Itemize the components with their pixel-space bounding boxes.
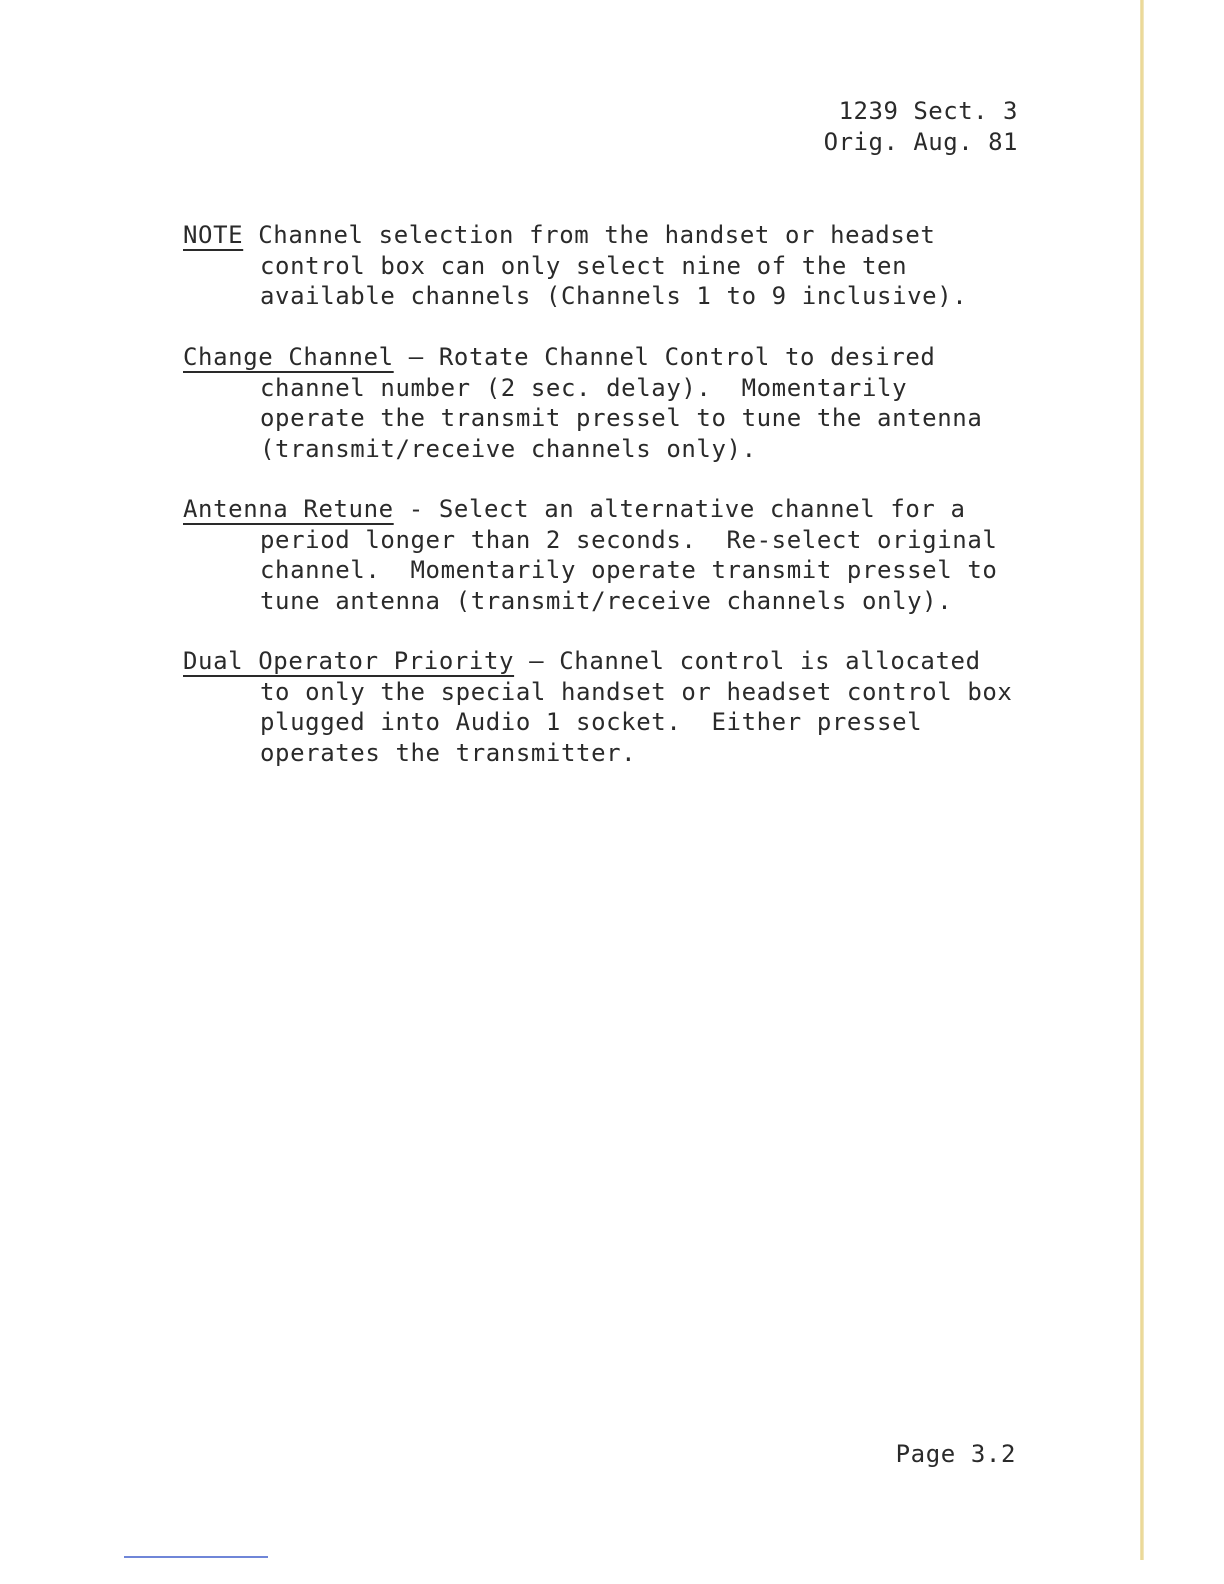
section-line: period longer than 2 seconds. Re-select original bbox=[260, 525, 998, 554]
page-number: Page 3.2 bbox=[895, 1440, 1016, 1468]
antenna-retune-section bbox=[183, 494, 1033, 616]
header-document-number: 1239 Sect. 3 bbox=[838, 97, 1018, 125]
section-line: operates the transmitter. bbox=[260, 738, 637, 767]
dual-operator-priority-section bbox=[183, 646, 1033, 768]
page-edge-shadow bbox=[1140, 0, 1144, 1560]
section-term: Antenna Retune bbox=[183, 495, 394, 523]
section-line: (transmit/receive channels only). bbox=[260, 434, 757, 463]
section-line: channel. Momentarily operate transmit pressel to bbox=[260, 556, 998, 584]
scan-artifact-line bbox=[124, 1556, 268, 1558]
document-header bbox=[824, 96, 1018, 158]
change-channel-section bbox=[183, 342, 1033, 464]
section-line: plugged into Audio 1 socket. Either pressel bbox=[260, 708, 923, 736]
header-origin-date: Orig. Aug. 81 bbox=[823, 128, 1018, 156]
section-line: to only the special handset or headset control box bbox=[260, 677, 1013, 706]
section-line: available channels (Channels 1 to 9 inclusive). bbox=[260, 282, 968, 310]
section-text: Channel selection from the handset or headset bbox=[243, 221, 936, 249]
section-term: Change Channel bbox=[183, 343, 394, 371]
section-line: operate the transmit pressel to tune the antenna bbox=[260, 404, 983, 432]
section-line: channel number (2 sec. delay). Momentarily bbox=[260, 373, 908, 402]
section-text: – Rotate Channel Control to desired bbox=[393, 343, 936, 371]
note-section bbox=[183, 220, 1033, 312]
section-line: tune antenna (transmit/receive channels only). bbox=[260, 586, 953, 615]
section-term: NOTE bbox=[183, 221, 244, 249]
section-term: Dual Operator Priority bbox=[183, 647, 515, 675]
section-line: control box can only select nine of the ten bbox=[260, 251, 908, 280]
section-text: - Select an alternative channel for a bbox=[393, 495, 966, 523]
section-text: – Channel control is allocated bbox=[514, 647, 981, 675]
